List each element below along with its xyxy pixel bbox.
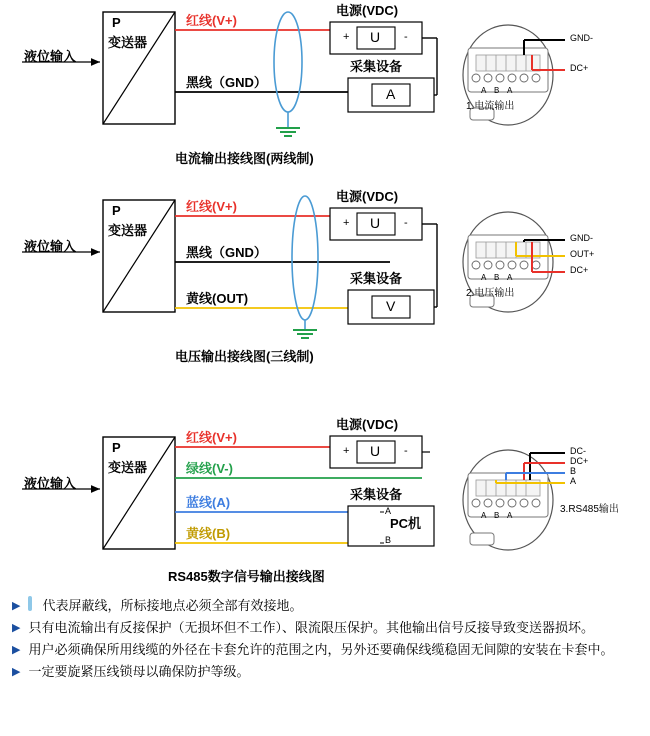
transmitter-top-label-1: P [112,15,121,30]
note-item [12,662,640,682]
device-row-label-2-0: A [481,273,487,282]
wire-label-yellow-3: 黄线(B) [186,526,231,541]
collector-box-title-2: 采集设备 [350,271,403,286]
wire-label-black-1: 黑线（GND） [186,75,267,90]
device-row-label-1-1: B [494,86,500,95]
power-symbol-1: U [370,29,381,45]
device-caption-1: 1.电流输出 [466,101,515,112]
input-label-2: 液位输入 [24,239,77,254]
device-terminal-2-0: GND- [570,233,593,243]
transmitter-bottom-label-2: 变送器 [108,223,148,238]
collector-symbol-2: V [386,298,396,314]
collector-symbol-1: A [386,86,396,102]
device-terminal-3-1: DC+ [570,456,589,466]
collector-box-title-3: 采集设备 [350,487,403,502]
wire-label-red-1: 红线(V+) [186,13,237,28]
device-terminal-1-0: GND- [570,33,593,43]
device-row-label-3-2: A [507,511,513,520]
note-text: 用户必须确保所用线缆的外径在卡套允许的范围之内，另外还要确保线缆稳固无间隙的安装在卡套中。 [28,642,614,657]
transmitter-top-label-3: P [112,440,121,455]
device-row-label-1-0: A [481,86,487,95]
device-row-label-3-0: A [481,511,487,520]
wire-label-yellow-2: 黄线(OUT) [186,291,249,306]
device-terminal-2-2: DC+ [570,265,589,275]
figure-caption-2: 电压输出接线图(三线制) [175,349,314,364]
power-plus-2: + [343,217,350,229]
shield-line-swatch [28,596,32,611]
collector-box-title-1: 采集设备 [350,59,403,74]
triangle-marker-icon: ▶ [12,600,21,612]
triangle-marker-icon: ▶ [12,644,21,656]
note-text: 代表屏蔽线，所标接地点必须全部有效接地。 [42,598,303,613]
figure-caption-1: 电流输出接线图(两线制) [175,151,314,166]
power-box-title-2: 电源(VDC) [336,189,399,204]
device-terminal-1-1: DC+ [570,63,589,73]
device-row-label-3-1: B [494,511,500,520]
wire-label-black-2: 黑线（GND） [186,245,267,260]
device-terminal-3-0: DC- [570,446,586,456]
device-row-label-2-1: B [494,273,500,282]
device-terminal-3-2: B [570,466,577,476]
device-row-label-2-2: A [507,273,513,282]
power-box-title-3: 电源(VDC) [336,417,399,432]
pc-pin-a: A [385,506,392,516]
wire-label-red-2: 红线(V+) [186,199,237,214]
device-terminal-3-3: A [570,476,577,486]
note-item [12,640,640,660]
input-label-1: 液位输入 [24,49,77,64]
wire-label-green-3: 绿线(V-) [186,461,233,476]
triangle-marker-icon: ▶ [12,666,21,678]
note-text: 一定要旋紧压线锁母以确保防护等级。 [28,664,250,679]
device-terminal-2-1: OUT+ [570,249,595,259]
transmitter-bottom-label-1: 变送器 [108,35,148,50]
wire-label-blue-3: 蓝线(A) [186,495,231,510]
figure-caption-3: RS485数字信号输出接线图 [168,569,325,584]
power-box-title-1: 电源(VDC) [336,3,399,18]
power-plus-1: + [343,31,350,43]
pc-pin-b: B [385,535,392,545]
input-label-3: 液位输入 [24,476,77,491]
note-text: 只有电流输出有反接保护（无损坏但不工作）、限流限压保护。其他输出信号反接导致变送器损坏。 [28,620,594,635]
triangle-marker-icon: ▶ [12,622,21,634]
transmitter-top-label-2: P [112,203,121,218]
power-plus-3: + [343,445,350,457]
device-caption-3: 3.RS485输出 [560,504,619,515]
power-symbol-2: U [370,215,381,231]
notes-list [12,596,640,684]
pc-symbol-3: PC机 [390,516,422,531]
power-minus-3: - [404,445,408,457]
power-symbol-3: U [370,443,381,459]
transmitter-bottom-label-3: 变送器 [108,460,148,475]
note-item [12,618,640,638]
device-row-label-1-2: A [507,86,513,95]
power-minus-2: - [404,217,408,229]
power-minus-1: - [404,31,408,43]
note-item [12,596,640,616]
wire-label-red-3: 红线(V+) [186,430,237,445]
device-caption-2: 2.电压输出 [466,288,515,299]
